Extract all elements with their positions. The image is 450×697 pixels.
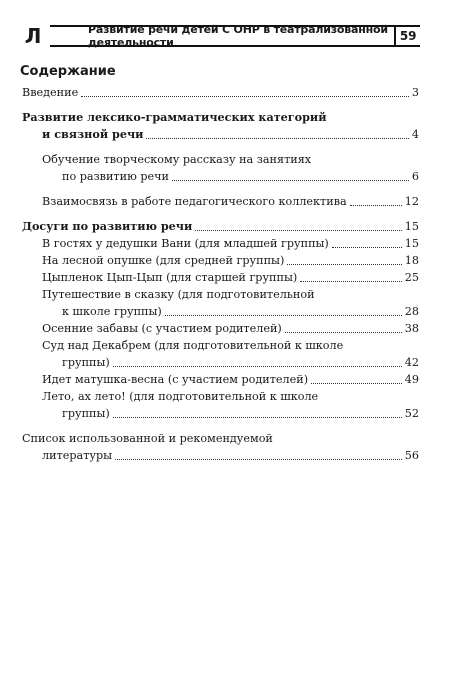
dot-leader: [195, 230, 401, 231]
toc-entry-text: Досуги по развитию речи: [22, 219, 193, 233]
dot-leader: [165, 315, 402, 316]
logo-letter: Л: [24, 24, 42, 48]
toc-entry-text: группы): [62, 407, 110, 420]
contents-title: Содержание: [20, 64, 116, 79]
toc-entry-text: На лесной опушке (для средней группы): [42, 254, 285, 267]
toc-entry-text: Осенние забавы (с участием родителей): [42, 322, 282, 335]
toc-page-number: 6: [411, 170, 419, 183]
toc-entry-text: к школе группы): [62, 305, 162, 318]
toc-entry-spring[interactable]: [22, 371, 419, 388]
dot-leader: [285, 332, 402, 333]
toc-entry-text: В гостях у дедушки Вани (для младшей группы): [42, 237, 329, 250]
toc-entry-summer[interactable]: [22, 388, 419, 422]
toc-entry-text: Список использованной и рекомендуемой: [22, 432, 273, 445]
toc-entry-text: Взаимосвязь в работе педагогического коллектива: [42, 195, 347, 208]
toc-page-number: 49: [404, 373, 419, 386]
toc-page-number: 25: [404, 271, 419, 284]
toc-entry-forest-edge[interactable]: [22, 252, 419, 269]
dot-leader: [146, 138, 408, 139]
dot-leader: [332, 247, 402, 248]
toc-entry-bibliography[interactable]: [22, 430, 419, 464]
toc-page-number: 15: [404, 220, 419, 233]
toc-entry-text: Лето, ах лето! (для подготовительной к школе: [42, 390, 319, 403]
dot-leader: [115, 459, 402, 460]
toc-entry-text: литературы: [42, 449, 113, 462]
toc-entry-team-work[interactable]: [22, 193, 419, 210]
dot-leader: [311, 383, 402, 384]
toc-entry-chick[interactable]: [22, 269, 419, 286]
toc-entry-text: по развитию речи: [62, 170, 170, 183]
dot-leader: [350, 205, 402, 206]
dot-leader: [113, 366, 402, 367]
toc-entry-text: Цыпленок Цып-Цып (для старшей группы): [42, 271, 298, 284]
toc-entry-fairytale-journey[interactable]: [22, 286, 419, 320]
toc-page-number: 56: [404, 449, 419, 462]
toc-page-number: 52: [404, 407, 419, 420]
page-header: [22, 25, 420, 47]
toc-page-number: 15: [404, 237, 419, 250]
toc-entry-text: Путешествие в сказку (для подготовительной: [42, 288, 315, 301]
dot-leader: [172, 180, 409, 181]
toc-page-number: 4: [411, 128, 419, 141]
toc-entry-text: Развитие лексико-грамматических категорий: [22, 110, 327, 124]
page-number: 59: [394, 27, 420, 45]
toc-page-number: 42: [404, 356, 419, 369]
header-bar: [50, 25, 420, 47]
dot-leader: [113, 417, 402, 418]
table-of-contents: [22, 84, 419, 464]
toc-page-number: 38: [404, 322, 419, 335]
toc-entry-text: Суд над Декабрем (для подготовительной к школе: [42, 339, 344, 352]
toc-entry-december-trial[interactable]: [22, 337, 419, 371]
toc-entry-lexical-grammar[interactable]: [22, 109, 419, 143]
dot-leader: [300, 281, 402, 282]
running-title: Развитие речи детей С ОНР в театрализованной деятельности: [88, 23, 388, 49]
toc-entry-leisure[interactable]: [22, 218, 419, 235]
dot-leader: [287, 264, 401, 265]
toc-entry-text: Обучение творческому рассказу на занятиях: [42, 153, 312, 166]
toc-entry-text: и связной речи: [42, 127, 144, 141]
toc-entry-text: Введение: [22, 86, 79, 99]
toc-entry-autumn-fun[interactable]: [22, 320, 419, 337]
toc-entry-introduction[interactable]: [22, 84, 419, 101]
toc-page-number: 18: [404, 254, 419, 267]
toc-page-number: 28: [404, 305, 419, 318]
dot-leader: [81, 96, 409, 97]
toc-entry-text: группы): [62, 356, 110, 369]
toc-entry-text: Идет матушка-весна (с участием родителей): [42, 373, 309, 386]
toc-page-number: 3: [411, 86, 419, 99]
toc-entry-creative-story[interactable]: [22, 151, 419, 185]
toc-entry-grandpa-vanya[interactable]: [22, 235, 419, 252]
toc-page-number: 12: [404, 195, 419, 208]
